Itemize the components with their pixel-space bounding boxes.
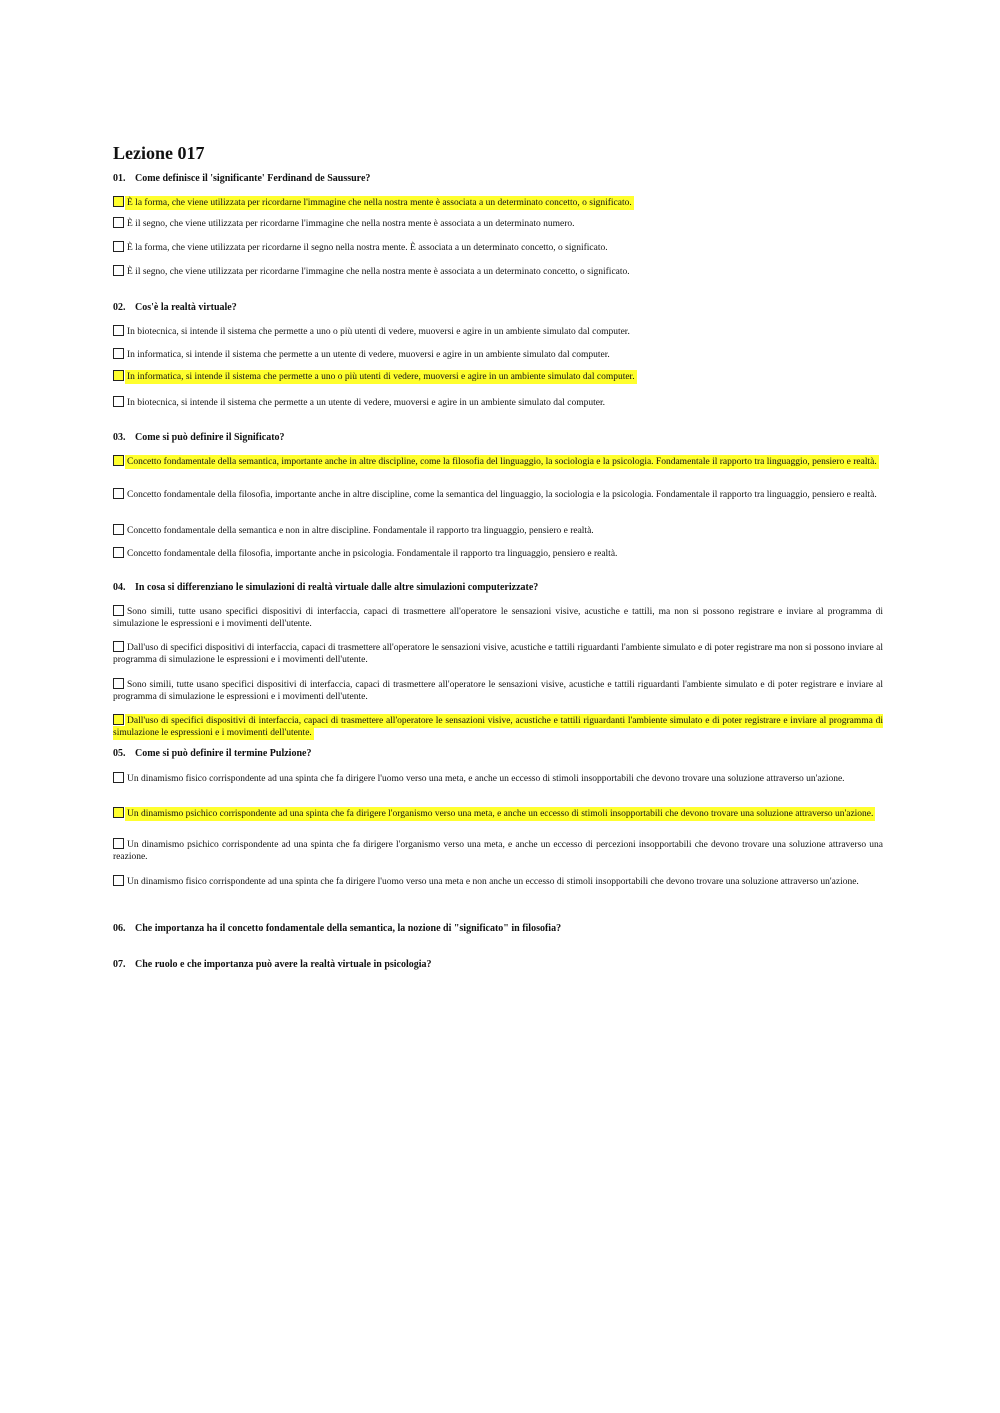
answer-option bbox=[113, 807, 883, 820]
answer-text: Concetto fondamentale della filosofia, importante anche in psicologia. Fondamentale il rapporto tra linguaggio, pensiero e realtà. bbox=[127, 549, 618, 559]
answer-text: In biotecnica, si intende il sistema che permette a uno o più utenti di vedere, muoversi e agire in un ambiente simulato dal computer. bbox=[127, 327, 630, 337]
answer-option bbox=[113, 455, 883, 468]
checkbox[interactable] bbox=[113, 678, 124, 689]
answer-option bbox=[113, 605, 883, 630]
question-02 bbox=[113, 302, 237, 313]
question-07 bbox=[113, 959, 432, 970]
question-04 bbox=[113, 582, 538, 593]
checkbox[interactable] bbox=[113, 348, 124, 359]
answer-text: Un dinamismo psichico corrispondente ad una spinta che fa dirigere l'organismo verso una meta, e anche un eccesso di stimoli insopportabili che devono trovare una soluzione attraverso un'azione. bbox=[127, 809, 874, 819]
lesson-title: Lezione 017 bbox=[113, 143, 205, 163]
answer-option bbox=[113, 241, 883, 254]
answer-text: Sono simili, tutte usano specifici dispositivi di interfaccia, capaci di trasmettere all'operatore le sensazioni visive, acustiche e tattili riguardanti l'ambiente simulato e di poter registrare e inviare al programma di simulazione le espressioni e i movimenti dell'utente. bbox=[113, 680, 883, 702]
checkbox[interactable] bbox=[113, 641, 124, 652]
checkbox[interactable] bbox=[113, 524, 124, 535]
question-text: Come si può definire il Significato? bbox=[135, 432, 285, 443]
checkbox[interactable] bbox=[113, 714, 124, 725]
answer-text: Concetto fondamentale della semantica e non in altre discipline. Fondamentale il rapporto tra linguaggio, pensiero e realtà. bbox=[127, 526, 594, 536]
checkbox[interactable] bbox=[113, 605, 124, 616]
question-text: Che ruolo e che importanza può avere la realtà virtuale in psicologia? bbox=[135, 959, 432, 970]
question-05 bbox=[113, 748, 311, 759]
answer-option bbox=[113, 196, 883, 209]
checkbox[interactable] bbox=[113, 217, 124, 228]
question-03 bbox=[113, 432, 285, 443]
answer-option bbox=[113, 547, 883, 560]
answer-option bbox=[113, 396, 883, 409]
question-text: Come definisce il 'significante' Ferdinand de Saussure? bbox=[135, 173, 371, 184]
answer-option bbox=[113, 370, 883, 383]
answer-text: In informatica, si intende il sistema che permette a un utente di vedere, muoversi e agire in un ambiente simulato dal computer. bbox=[127, 350, 610, 360]
checkbox[interactable] bbox=[113, 807, 124, 818]
checkbox[interactable] bbox=[113, 196, 124, 207]
answer-text: È la forma, che viene utilizzata per ricordarne il segno nella nostra mente. È associata a un determinato concetto, o significato. bbox=[127, 243, 608, 253]
answer-option bbox=[113, 217, 883, 230]
question-number: 03. bbox=[113, 432, 126, 443]
checkbox[interactable] bbox=[113, 325, 124, 336]
question-text: In cosa si differenziano le simulazioni di realtà virtuale dalle altre simulazioni computerizzate? bbox=[135, 582, 539, 593]
answer-text: È il segno, che viene utilizzata per ricordarne l'immagine che nella nostra mente è associata a un determinato concetto, o significato. bbox=[127, 267, 630, 277]
answer-option bbox=[113, 524, 883, 537]
answer-text: Un dinamismo fisico corrispondente ad una spinta che fa dirigere l'uomo verso una meta, e anche un eccesso di stimoli insopportabili che devono trovare una soluzione attraverso un'azione. bbox=[127, 774, 845, 784]
answer-text: Dall'uso di specifici dispositivi di interfaccia, capaci di trasmettere all'operatore le sensazioni visive, acustiche e tattili riguardanti l'ambiente simulato e di poter registrare e inviare al programma di simulazione le espressioni e i movimenti dell'utente. bbox=[113, 716, 883, 738]
checkbox[interactable] bbox=[113, 547, 124, 558]
question-01 bbox=[113, 173, 370, 184]
answer-text: Sono simili, tutte usano specifici dispositivi di interfaccia, capaci di trasmettere all'operatore le sensazioni visive, acustiche e tattili, ma non si possono registrare e inviare al programma di simulazione le espressioni e i movimenti dell'utente. bbox=[113, 607, 883, 629]
answer-text: Un dinamismo psichico corrispondente ad una spinta che fa dirigere l'organismo verso una meta, e anche un eccesso di percezioni insopportabili che devono trovare una soluzione attraverso una reazione. bbox=[113, 840, 883, 862]
answer-option bbox=[113, 875, 883, 888]
question-number: 07. bbox=[113, 959, 126, 970]
answer-option bbox=[113, 838, 883, 863]
answer-text: Un dinamismo fisico corrispondente ad una spinta che fa dirigere l'uomo verso una meta e non anche un eccesso di stimoli insopportabili che devono trovare una soluzione attraverso un'azione. bbox=[127, 877, 859, 887]
question-number: 01. bbox=[113, 173, 126, 184]
question-06 bbox=[113, 923, 561, 934]
answer-option bbox=[113, 714, 883, 739]
answer-text: È il segno, che viene utilizzata per ricordarne l'immagine che nella nostra mente è associata a un determinato numero. bbox=[127, 219, 575, 229]
question-number: 04. bbox=[113, 582, 126, 593]
checkbox[interactable] bbox=[113, 370, 124, 381]
answer-text: Dall'uso di specifici dispositivi di interfaccia, capaci di trasmettere all'operatore le sensazioni visive, acustiche e tattili riguardanti l'ambiente simulato e di poter registrare ma non si possono inviare al programma di simulazione le espressioni e i movimenti dell'utente. bbox=[113, 643, 883, 665]
question-text: Cos'è la realtà virtuale? bbox=[135, 302, 237, 313]
answer-option bbox=[113, 488, 883, 501]
question-number: 02. bbox=[113, 302, 126, 313]
answer-option bbox=[113, 325, 883, 338]
answer-option bbox=[113, 265, 883, 278]
question-text: Che importanza ha il concetto fondamentale della semantica, la nozione di "significato" in filosofia? bbox=[135, 923, 562, 934]
checkbox[interactable] bbox=[113, 772, 124, 783]
checkbox[interactable] bbox=[113, 875, 124, 886]
checkbox[interactable] bbox=[113, 396, 124, 407]
answer-option bbox=[113, 772, 883, 785]
answer-option bbox=[113, 678, 883, 703]
answer-option bbox=[113, 641, 883, 666]
question-number: 05. bbox=[113, 748, 126, 759]
checkbox[interactable] bbox=[113, 265, 124, 276]
checkbox[interactable] bbox=[113, 241, 124, 252]
answer-text: Concetto fondamentale della filosofia, importante anche in altre discipline, come la semantica del linguaggio, la sociologia e la psicologia. Fondamentale il rapporto tra linguaggio, pensiero e realtà. bbox=[127, 490, 877, 500]
answer-option bbox=[113, 348, 883, 361]
checkbox[interactable] bbox=[113, 455, 124, 466]
checkbox[interactable] bbox=[113, 488, 124, 499]
answer-text: Concetto fondamentale della semantica, importante anche in altre discipline, come la filosofia del linguaggio, la sociologia e la psicologia. Fondamentale il rapporto tra linguaggio, pensiero e realtà. bbox=[127, 457, 877, 467]
question-text: Come si può definire il termine Pulzione? bbox=[135, 748, 312, 759]
answer-text: In biotecnica, si intende il sistema che permette a un utente di vedere, muoversi e agire in un ambiente simulato dal computer. bbox=[127, 398, 606, 408]
answer-text: In informatica, si intende il sistema che permette a uno o più utenti di vedere, muoversi e agire in un ambiente simulato dal computer. bbox=[127, 372, 635, 382]
answer-text: È la forma, che viene utilizzata per ricordarne l'immagine che nella nostra mente è associata a un determinato concetto, o significato. bbox=[127, 198, 632, 208]
checkbox[interactable] bbox=[113, 838, 124, 849]
question-number: 06. bbox=[113, 923, 126, 934]
